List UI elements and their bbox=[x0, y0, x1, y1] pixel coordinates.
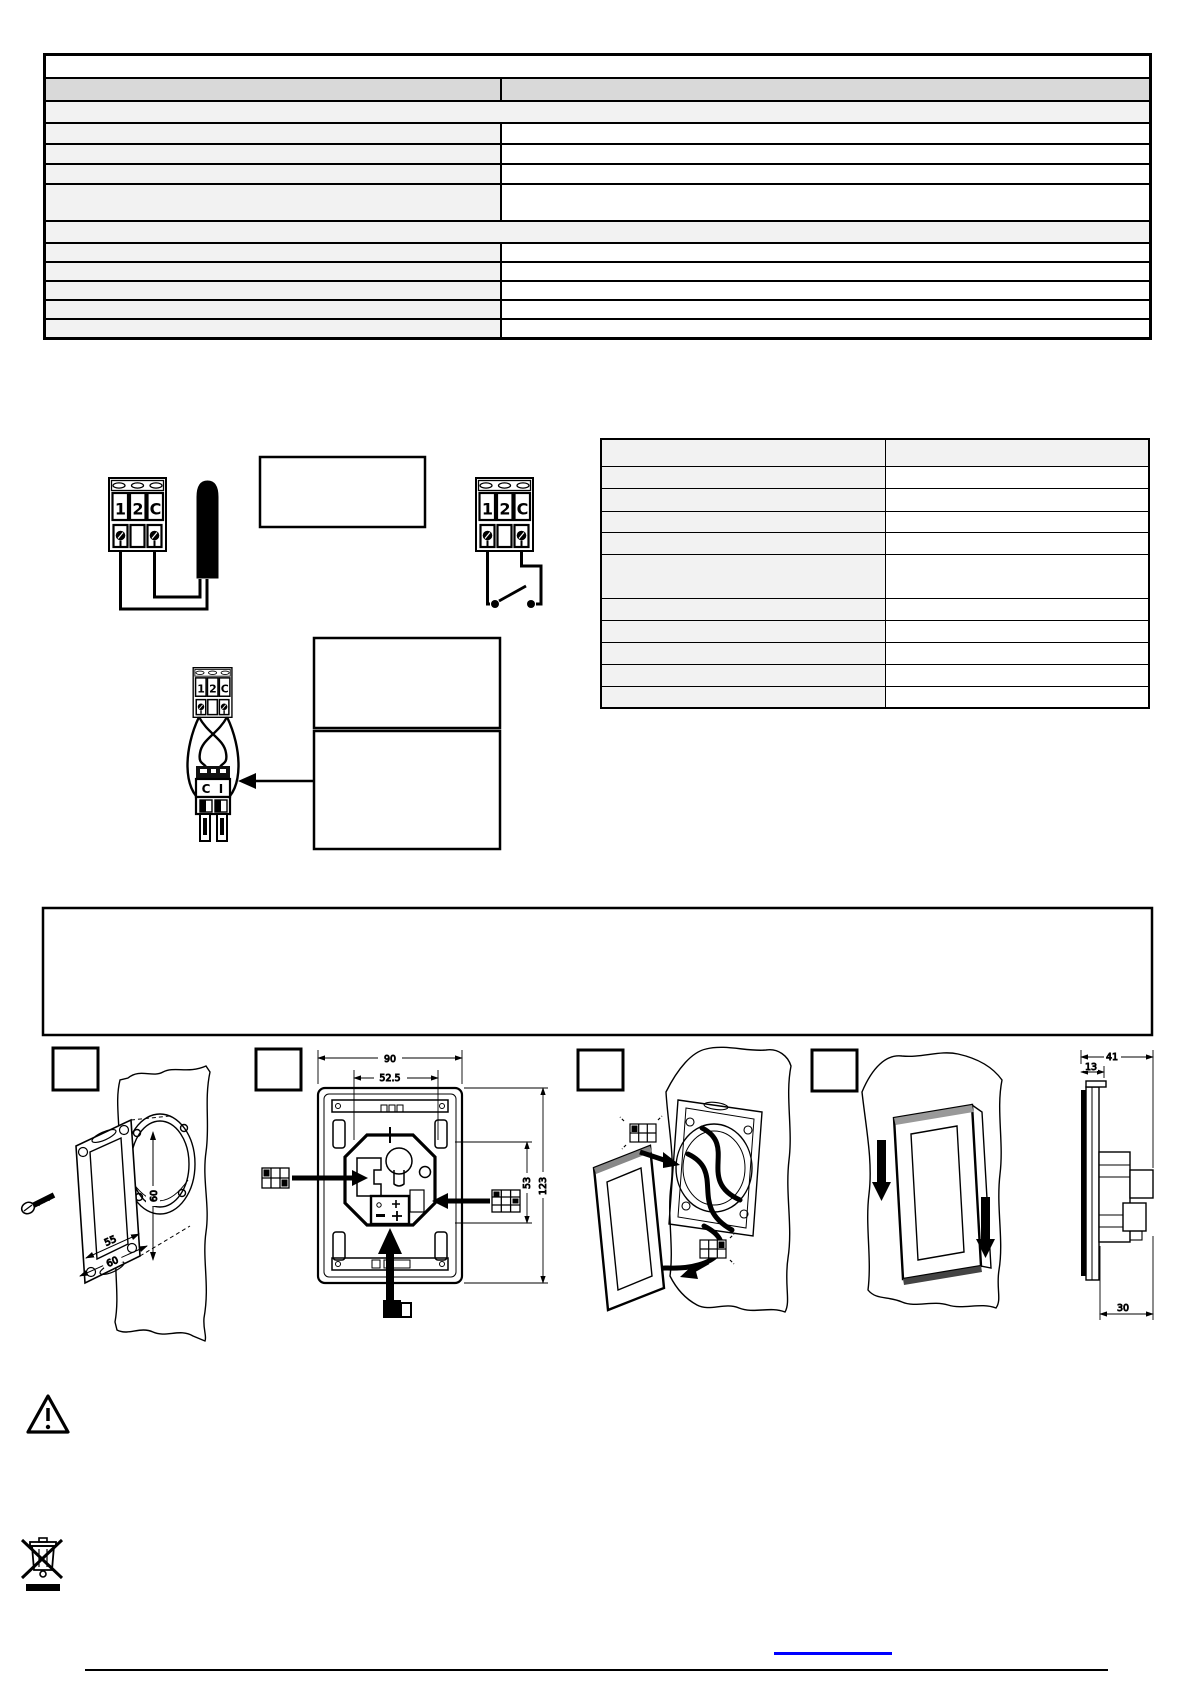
connector-2pole-icon bbox=[262, 1168, 289, 1188]
step-label-4 bbox=[812, 1050, 857, 1091]
note-box-2 bbox=[314, 638, 500, 728]
dim-90: 90 bbox=[383, 1054, 397, 1065]
figure-mounting-frame bbox=[20, 1066, 210, 1341]
step-label-1 bbox=[53, 1048, 98, 1090]
diagram-layer: 1 2 C C I 55 60 60 90 52.5 123 53 41 13 30 bbox=[0, 0, 1192, 1685]
dim-60-vertical: 60 bbox=[149, 1189, 160, 1203]
plug-label-c: C bbox=[201, 782, 211, 796]
dim-52-5: 52.5 bbox=[379, 1073, 401, 1084]
step-label-3 bbox=[578, 1050, 623, 1090]
screw-icon bbox=[20, 1195, 54, 1216]
dim-30: 30 bbox=[1116, 1303, 1130, 1314]
note-pointer-arrow bbox=[238, 773, 314, 789]
connector-2pole-icon bbox=[620, 1116, 662, 1149]
weee-bin-icon bbox=[22, 1538, 62, 1591]
wiring-diagram-switch bbox=[476, 478, 541, 608]
figure-rear-dimensions bbox=[262, 1050, 549, 1318]
warning-triangle-icon bbox=[28, 1396, 68, 1432]
wiring-diagram-plug bbox=[187, 668, 238, 841]
plug-label-i: I bbox=[218, 782, 224, 796]
dim-53: 53 bbox=[522, 1176, 533, 1190]
plug-icon bbox=[383, 1300, 411, 1318]
figure-side-dimensions bbox=[1081, 1050, 1153, 1320]
dim-41: 41 bbox=[1105, 1052, 1119, 1063]
dim-60: 60 bbox=[104, 1254, 121, 1270]
footer-rule bbox=[85, 1669, 1108, 1671]
note-box-1 bbox=[260, 457, 425, 527]
figure-panel-mount bbox=[862, 1053, 1002, 1308]
footer-link[interactable] bbox=[774, 1642, 892, 1655]
wiring-diagram-probe bbox=[109, 478, 218, 609]
dim-123: 123 bbox=[538, 1176, 549, 1196]
dim-13: 13 bbox=[1084, 1062, 1098, 1073]
notes-box-large bbox=[43, 908, 1152, 1035]
step-label-2 bbox=[256, 1049, 301, 1090]
note-box-3 bbox=[314, 731, 500, 849]
dim-55: 55 bbox=[102, 1233, 119, 1249]
connector-3pole-icon bbox=[492, 1190, 520, 1212]
